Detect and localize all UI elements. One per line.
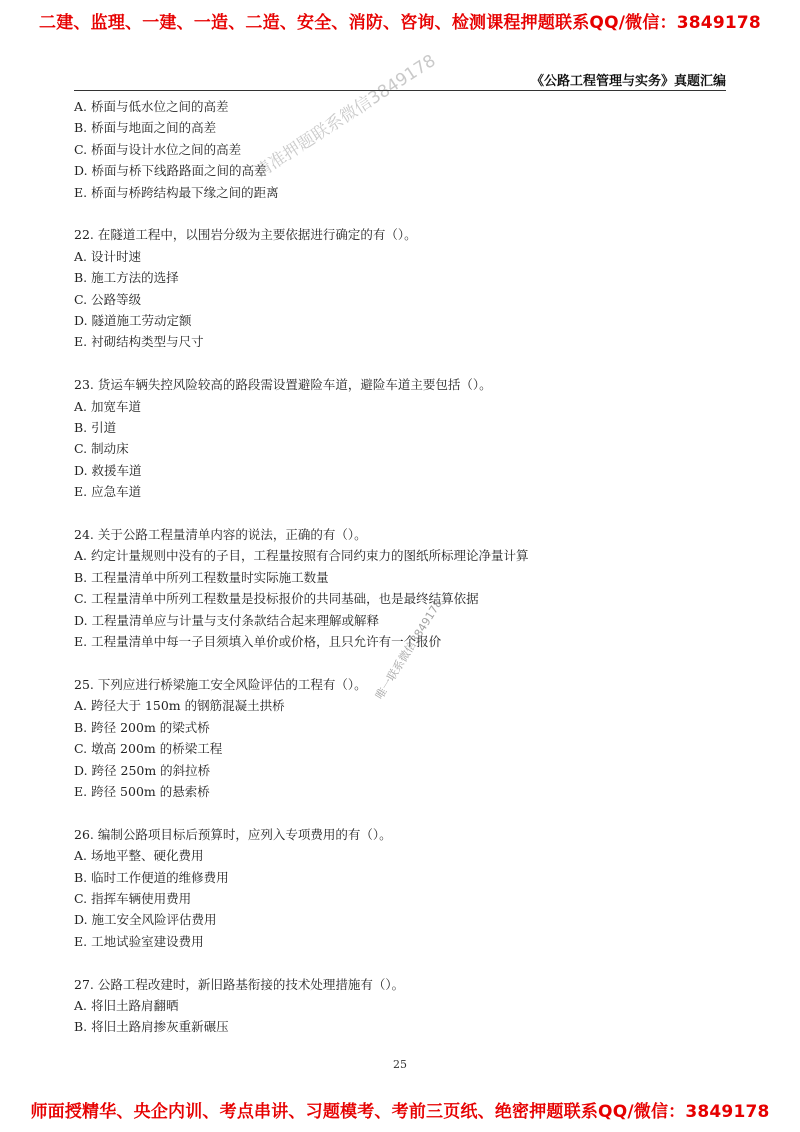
document-title: 《公路工程管理与实务》真题汇编 [530,74,726,89]
option: E. 工程量清单中每一子目须填入单价或价格，且只允许有一个报价 [74,634,442,650]
question-23 [74,374,724,502]
question-stem: 24. 关于公路工程量清单内容的说法，正确的有（）。 [74,527,367,543]
option: A. 跨径大于 150m 的钢筋混凝土拱桥 [74,698,285,714]
option: D. 隧道施工劳动定额 [74,313,192,329]
option: C. 桥面与设计水位之间的高差 [74,141,242,157]
intro-options [74,96,724,203]
option: E. 工地试验室建设费用 [74,933,204,949]
header-rule [74,90,726,91]
question-stem: 25. 下列应进行桥梁施工安全风险评估的工程有（）。 [74,676,367,692]
question-24 [74,524,724,652]
option: E. 桥面与桥跨结构最下缘之间的距离 [74,184,279,200]
option: C. 制动床 [74,441,129,457]
watermark-diagonal-top: 请准押题联系微信3849178 [250,50,440,183]
option: D. 桥面与桥下线路路面之间的高差 [74,163,267,179]
question-stem: 23. 货运车辆失控风险较高的路段需设置避险车道，避险车道主要包括（）。 [74,377,492,393]
option: C. 公路等级 [74,291,142,307]
option: E. 衬砌结构类型与尺寸 [74,334,204,350]
option: A. 桥面与低水位之间的高差 [74,99,229,114]
watermark-diagonal-mid: 唯一联系微信3849178 [372,597,445,702]
option: C. 指挥车辆使用费用 [74,890,192,906]
question-25 [74,674,724,802]
question-22 [74,224,724,352]
page-number: 25 [393,1058,407,1071]
option: D. 救援车道 [74,462,142,478]
question-27 [74,974,724,1038]
option: C. 工程量清单中所列工程数量是投标报价的共同基础，也是最终结算依据 [74,591,479,607]
question-content [74,96,724,1038]
option: A. 场地平整、硬化费用 [74,848,204,864]
option: B. 将旧土路肩掺灰重新碾压 [74,1019,229,1035]
option: B. 临时工作便道的维修费用 [74,869,229,885]
question-stem: 22. 在隧道工程中，以围岩分级为主要依据进行确定的有（）。 [74,227,417,243]
option: B. 桥面与地面之间的高差 [74,120,217,136]
option: A. 约定计量规则中没有的子目，工程量按照有合同约束力的图纸所标理论净量计算 [74,548,529,564]
option: B. 引道 [74,420,117,436]
option: B. 跨径 200m 的梁式桥 [74,719,210,735]
option: E. 应急车道 [74,484,142,500]
question-stem: 26. 编制公路项目标后预算时，应列入专项费用的有（）。 [74,826,392,842]
option: C. 墩高 200m 的桥梁工程 [74,741,223,757]
top-banner: 二建、监理、一建、一造、二造、安全、消防、咨询、检测课程押题联系QQ/微信：3849178 [39,13,761,33]
option: A. 设计时速 [74,248,141,264]
option: D. 工程量清单应与计量与支付条款结合起来理解或解释 [74,612,380,628]
question-26 [74,824,724,952]
bottom-banner: 师面授精华、央企内训、考点串讲、习题模考、考前三页纸、绝密押题联系QQ/微信：3849178 [30,1102,770,1122]
option: A. 加宽车道 [74,398,141,414]
option: A. 将旧土路肩翻晒 [74,997,179,1013]
option: D. 施工安全风险评估费用 [74,912,217,928]
question-stem: 27. 公路工程改建时，新旧路基衔接的技术处理措施有（）。 [74,976,405,992]
option: B. 施工方法的选择 [74,270,179,286]
option: B. 工程量清单中所列工程数量时实际施工数量 [74,569,329,585]
option: E. 跨径 500m 的悬索桥 [74,783,210,799]
option: D. 跨径 250m 的斜拉桥 [74,762,211,778]
